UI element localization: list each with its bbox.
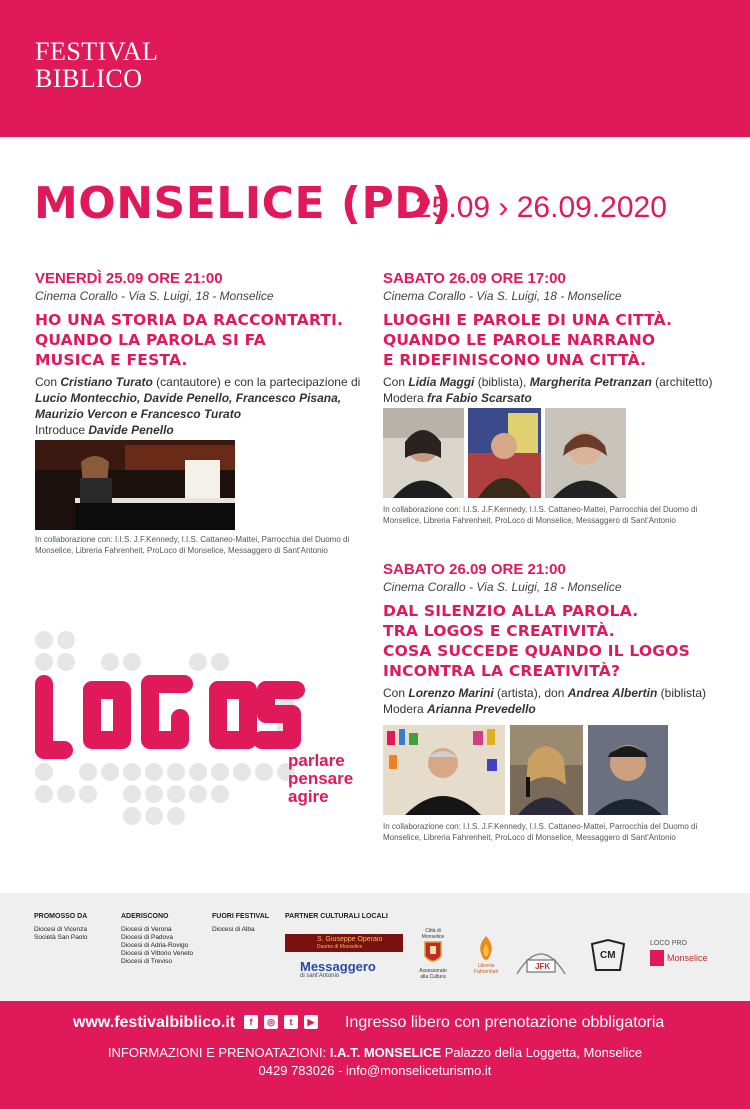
intro-name: Davide Penello: [88, 423, 174, 437]
sponsor-item: Diocesi di Vittorio Veneto: [121, 950, 194, 957]
title-line: TRA LOGOS E CREATIVITÀ.: [383, 622, 615, 640]
event-collab-3: [383, 821, 697, 843]
moderator-name: fra Fabio Scarsato: [427, 391, 532, 405]
parish-sub: Duomo di Monselice: [317, 944, 363, 950]
tagline-line: pensare: [288, 769, 354, 788]
sponsor-item: Diocesi di Alba: [212, 926, 255, 933]
collab-line: In collaborazione con: I.I.S. J.F.Kennedy, I.I.S. Cattaneo-Mattei, Parrocchia del Duomo di: [35, 535, 350, 544]
speaker-name: Lorenzo Marini: [408, 686, 494, 700]
collab-line: Monselice, Libreria Fahrenheit, ProLoco di Monselice, Messaggero di Sant'Antonio: [383, 516, 676, 525]
citta-sub: Assessorato alla Cultura: [419, 968, 447, 980]
citta-monselice-logo: [418, 928, 448, 980]
event-where: Cinema Corallo - Via S. Luigi, 18 - Monselice: [383, 289, 622, 303]
speaker-role: (artista), don: [497, 686, 565, 700]
speaker-names: Lucio Montecchio, Davide Penello, Francesco Pisana,: [35, 391, 342, 405]
sponsor-heading: ADERISCONO: [121, 913, 169, 920]
intro-prefix: Introduce: [35, 423, 86, 437]
event-title: [383, 310, 713, 370]
proloco-city: Monselice: [667, 953, 708, 963]
title-line: QUANDO LE PAROLE NARRANO: [383, 331, 656, 349]
title-line: INCONTRA LA CREATIVITÀ?: [383, 662, 621, 680]
sponsor-item: Diocesi di Padova: [121, 934, 174, 941]
fahrenheit-logo: [470, 935, 502, 975]
event-when: VENERDÌ 25.09 ORE 21:00: [35, 270, 223, 287]
parish-name: S. Giuseppe Operaio: [317, 936, 383, 943]
info-line: [0, 1045, 750, 1060]
title-line: DAL SILENZIO ALLA PAROLA.: [383, 602, 639, 620]
sponsor-item: Diocesi di Adria-Rovigo: [121, 942, 189, 949]
event-people: [383, 374, 713, 406]
speaker-name: Lidia Maggi: [408, 375, 475, 389]
jfk-logo: [515, 938, 567, 976]
event-title: [383, 601, 713, 681]
speaker-role: (cantautore) e con la partecipazione di: [156, 375, 361, 389]
sponsor-heading: PARTNER CULTURALI LOCALI: [285, 913, 388, 920]
event-where: Cinema Corallo - Via S. Luigi, 18 - Monselice: [383, 580, 622, 594]
title-line: QUANDO LA PAROLA SI FA: [35, 331, 266, 349]
event-card-2: [383, 270, 713, 406]
speaker-name: Andrea Albertin: [567, 686, 658, 700]
proloco-mark-icon: [650, 950, 664, 966]
logos-graphic: [34, 630, 314, 830]
website-link[interactable]: www.festivalbiblico.it: [73, 1014, 236, 1031]
event-collab-1: [35, 534, 349, 556]
proloco-name: LOCO PRO: [650, 940, 687, 947]
title-line: LUOGHI E PAROLE DI UNA CITTÀ.: [383, 311, 673, 329]
logos-tagline: [288, 752, 353, 806]
sponsor-partner: [285, 913, 388, 926]
speaker-role: (architetto): [655, 375, 713, 389]
city-crest-icon: [423, 940, 443, 966]
event-card-3: [383, 561, 713, 717]
people-prefix: Con: [383, 686, 406, 700]
sponsor-heading: PROMOSSO DA: [34, 913, 88, 920]
youtube-icon[interactable]: ▶: [304, 1015, 318, 1029]
title-line: COSA SUCCEDE QUANDO IL LOGOS: [383, 642, 690, 660]
footer-band: [0, 1001, 750, 1109]
sponsor-heading: FUORI FESTIVAL: [212, 913, 270, 920]
speaker-photo: [383, 408, 464, 498]
piano-photo: [35, 440, 235, 530]
event-collab-2: [383, 504, 697, 526]
info-org: I.A.T. MONSELICE: [329, 1045, 442, 1060]
speaker-photo: [588, 725, 668, 815]
event-where: Cinema Corallo - Via S. Luigi, 18 - Monselice: [35, 289, 274, 303]
speaker-names: Maurizio Vercon e Francesco Turato: [35, 407, 242, 421]
page-title: MONSELICE (PD): [34, 178, 452, 229]
sponsor-item: Società San Paolo: [34, 934, 88, 941]
speaker-photo: [510, 725, 583, 815]
header-band: [0, 0, 750, 137]
brand-line-1: FESTIVAL: [35, 37, 159, 66]
social-links: [244, 1015, 318, 1029]
collab-line: In collaborazione con: I.I.S. J.F.Kennedy, I.I.S. Cattaneo-Mattei, Parrocchia del Duomo di: [383, 822, 698, 831]
tagline-line: parlare: [288, 751, 345, 770]
flame-icon: [476, 935, 496, 961]
collab-line: In collaborazione con: I.I.S. J.F.Kennedy, I.I.S. Cattaneo-Mattei, Parrocchia del Duomo di: [383, 505, 698, 514]
collab-line: Monselice, Libreria Fahrenheit, ProLoco di Monselice, Messaggero di Sant'Antonio: [35, 546, 328, 555]
info-place: Palazzo della Loggetta, Monselice: [444, 1045, 643, 1060]
messaggero-sub: di sant'Antonio: [300, 973, 340, 979]
event-people: [383, 685, 713, 717]
festival-logo[interactable]: [35, 38, 158, 92]
cattaneo-name: CM: [600, 950, 616, 961]
event-when: SABATO 26.09 ORE 21:00: [383, 561, 566, 578]
moderator-name: Arianna Prevedello: [427, 702, 536, 716]
messaggero-logo: [300, 960, 376, 980]
moderator-prefix: Modera: [383, 391, 424, 405]
title-line: HO UNA STORIA DA RACCONTARTI.: [35, 311, 344, 329]
moderator-prefix: Modera: [383, 702, 424, 716]
sponsor-aderiscono: [121, 913, 193, 966]
event-when: SABATO 26.09 ORE 17:00: [383, 270, 566, 287]
contact-line[interactable]: 0429 783026 - info@monseliceturismo.it: [258, 1063, 492, 1078]
people-prefix: Con: [383, 375, 406, 389]
speaker-name: Margherita Petranzan: [529, 375, 652, 389]
event-card-1: [35, 270, 365, 438]
brand-line-2: BIBLICO: [35, 64, 143, 93]
people-prefix: Con: [35, 375, 58, 389]
access-info: Ingresso libero con prenotazione obbligatoria: [345, 1014, 665, 1031]
speaker-role: (biblista),: [477, 375, 527, 389]
instagram-icon[interactable]: ◎: [264, 1015, 278, 1029]
speaker-photo: [383, 725, 505, 815]
fahrenheit-name: Libreria Fahrenheit: [474, 963, 498, 975]
speaker-name: Cristiano Turato: [60, 375, 153, 389]
speaker-role: (biblista): [660, 686, 707, 700]
speaker-photo: [468, 408, 541, 498]
sponsor-item: Diocesi di Treviso: [121, 958, 172, 965]
sponsor-promosso: [34, 913, 87, 942]
event-people: [35, 374, 365, 438]
jfk-name: JFK: [535, 962, 551, 971]
title-line: MUSICA E FESTA.: [35, 351, 188, 369]
sponsor-item: Diocesi di Verona: [121, 926, 172, 933]
cattaneo-logo: [588, 938, 628, 974]
event-title: [35, 310, 365, 370]
messaggero-name: Messaggero: [300, 959, 376, 974]
sponsor-item: Diocesi di Vicenza: [34, 926, 87, 933]
sponsor-fuori-festival: [212, 913, 269, 934]
speaker-photo: [545, 408, 626, 498]
citta-name: Città di Monselice: [421, 928, 445, 940]
title-line: E RIDEFINISCONO UNA CITTÀ.: [383, 351, 647, 369]
tagline-line: agire: [288, 787, 329, 806]
info-prefix: INFORMAZIONI E PRENOATAZIONI:: [107, 1045, 327, 1060]
festival-dates: 25.09 › 26.09.2020: [415, 191, 667, 224]
parish-logo: [285, 934, 403, 952]
facebook-icon[interactable]: f: [244, 1015, 258, 1029]
collab-line: Monselice, Libreria Fahrenheit, ProLoco di Monselice, Messaggero di Sant'Antonio: [383, 833, 676, 842]
proloco-logo: [650, 940, 720, 966]
twitter-icon[interactable]: t: [284, 1015, 298, 1029]
